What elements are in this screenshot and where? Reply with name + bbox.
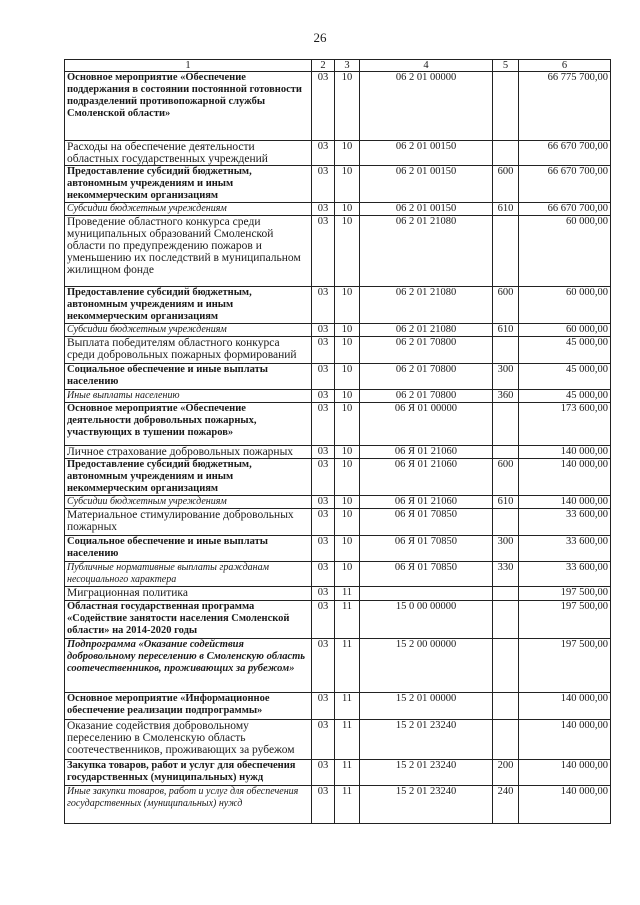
expense-type-cell [493, 72, 519, 141]
table-row [65, 403, 611, 446]
row-name-cell: Подпрограмма «Оказание содействия добровольному переселению в Смоленскую область соотечественников, проживающих за рубежом» [65, 639, 312, 693]
expense-type-cell [493, 639, 519, 693]
row-name-cell: Иные выплаты населению [65, 390, 312, 403]
subsection-code-cell: 10 [335, 364, 360, 390]
expense-type-cell [493, 587, 519, 601]
section-code-cell: 03 [312, 720, 335, 760]
row-name-cell: Миграционная политика [65, 587, 312, 601]
amount-cell: 66 670 700,00 [519, 166, 611, 203]
expense-type-cell: 360 [493, 390, 519, 403]
table-row [65, 536, 611, 562]
header-cell: 4 [360, 60, 493, 72]
amount-cell: 173 600,00 [519, 403, 611, 446]
table-row [65, 141, 611, 166]
table-row [65, 562, 611, 587]
subsection-code-cell: 11 [335, 786, 360, 824]
section-code-cell: 03 [312, 166, 335, 203]
amount-cell: 33 600,00 [519, 509, 611, 536]
expense-type-cell: 200 [493, 760, 519, 786]
target-article-cell: 06 2 01 21080 [360, 324, 493, 337]
subsection-code-cell: 10 [335, 337, 360, 364]
expense-type-cell: 600 [493, 166, 519, 203]
amount-cell: 60 000,00 [519, 324, 611, 337]
expense-type-cell [493, 446, 519, 459]
subsection-code-cell: 10 [335, 390, 360, 403]
expense-type-cell: 300 [493, 364, 519, 390]
amount-cell: 45 000,00 [519, 364, 611, 390]
table-row [65, 786, 611, 824]
amount-cell: 66 775 700,00 [519, 72, 611, 141]
subsection-code-cell: 10 [335, 166, 360, 203]
subsection-code-cell: 10 [335, 459, 360, 496]
amount-cell: 140 000,00 [519, 459, 611, 496]
expense-type-cell [493, 509, 519, 536]
table-row [65, 496, 611, 509]
row-name-cell: Основное мероприятие «Обеспечение поддержания в состоянии постоянной готовности подразделений противопожарной службы Смоленской области» [65, 72, 312, 141]
target-article-cell: 15 2 00 00000 [360, 639, 493, 693]
table-header-row [65, 60, 611, 72]
expense-type-cell [493, 693, 519, 720]
row-name-cell: Основное мероприятие «Информационное обеспечение реализации подпрограммы» [65, 693, 312, 720]
table-row [65, 639, 611, 693]
subsection-code-cell: 10 [335, 216, 360, 287]
target-article-cell: 15 0 00 00000 [360, 601, 493, 639]
row-name-cell: Социальное обеспечение и иные выплаты населению [65, 364, 312, 390]
target-article-cell: 06 Я 01 21060 [360, 446, 493, 459]
table-row [65, 216, 611, 287]
table-row [65, 509, 611, 536]
section-code-cell: 03 [312, 459, 335, 496]
section-code-cell: 03 [312, 403, 335, 446]
row-name-cell: Субсидии бюджетным учреждениям [65, 324, 312, 337]
amount-cell: 197 500,00 [519, 587, 611, 601]
target-article-cell: 15 2 01 00000 [360, 693, 493, 720]
target-article-cell: 06 Я 01 70850 [360, 562, 493, 587]
amount-cell: 140 000,00 [519, 760, 611, 786]
section-code-cell: 03 [312, 203, 335, 216]
table-row [65, 601, 611, 639]
table-row [65, 459, 611, 496]
amount-cell: 33 600,00 [519, 536, 611, 562]
expense-type-cell [493, 141, 519, 166]
expense-type-cell [493, 720, 519, 760]
row-name-cell: Основное мероприятие «Обеспечение деятельности добровольных пожарных, участвующих в тушении пожаров» [65, 403, 312, 446]
expense-type-cell: 600 [493, 287, 519, 324]
section-code-cell: 03 [312, 601, 335, 639]
subsection-code-cell: 10 [335, 203, 360, 216]
section-code-cell: 03 [312, 287, 335, 324]
subsection-code-cell: 10 [335, 496, 360, 509]
target-article-cell: 06 2 01 70800 [360, 364, 493, 390]
amount-cell: 60 000,00 [519, 287, 611, 324]
row-name-cell: Проведение областного конкурса среди муниципальных образований Смоленской области по предупреждению пожаров и уменьшению их последствий в муниципальном жилищном фонде [65, 216, 312, 287]
expense-type-cell: 610 [493, 203, 519, 216]
target-article-cell: 06 2 01 21080 [360, 287, 493, 324]
row-name-cell: Иные закупки товаров, работ и услуг для обеспечения государственных (муниципальных) нужд [65, 786, 312, 824]
subsection-code-cell: 10 [335, 287, 360, 324]
table-row [65, 760, 611, 786]
expense-type-cell: 610 [493, 496, 519, 509]
target-article-cell: 06 Я 01 70850 [360, 509, 493, 536]
target-article-cell: 06 Я 01 21060 [360, 496, 493, 509]
row-name-cell: Субсидии бюджетным учреждениям [65, 496, 312, 509]
section-code-cell: 03 [312, 496, 335, 509]
table-row [65, 364, 611, 390]
expense-type-cell [493, 403, 519, 446]
table-row [65, 337, 611, 364]
section-code-cell: 03 [312, 337, 335, 364]
section-code-cell: 03 [312, 141, 335, 166]
row-name-cell: Предоставление субсидий бюджетным, автономным учреждениям и иным некоммерческим организациям [65, 459, 312, 496]
row-name-cell: Выплата победителям областного конкурса среди добровольных пожарных формирований [65, 337, 312, 364]
table-row [65, 693, 611, 720]
subsection-code-cell: 11 [335, 693, 360, 720]
table-row [65, 166, 611, 203]
subsection-code-cell: 10 [335, 509, 360, 536]
amount-cell: 60 000,00 [519, 216, 611, 287]
subsection-code-cell: 11 [335, 720, 360, 760]
section-code-cell: 03 [312, 639, 335, 693]
amount-cell: 140 000,00 [519, 786, 611, 824]
subsection-code-cell: 11 [335, 601, 360, 639]
page-number: 26 [313, 30, 327, 45]
section-code-cell: 03 [312, 786, 335, 824]
target-article-cell: 06 Я 01 21060 [360, 459, 493, 496]
budget-table [64, 59, 611, 824]
section-code-cell: 03 [312, 760, 335, 786]
table-row [65, 287, 611, 324]
expense-type-cell: 600 [493, 459, 519, 496]
section-code-cell: 03 [312, 216, 335, 287]
expense-type-cell [493, 601, 519, 639]
row-name-cell: Предоставление субсидий бюджетным, автономным учреждениям и иным некоммерческим организациям [65, 166, 312, 203]
amount-cell: 33 600,00 [519, 562, 611, 587]
table-row [65, 72, 611, 141]
expense-type-cell: 240 [493, 786, 519, 824]
table-row [65, 587, 611, 601]
row-name-cell: Личное страхование добровольных пожарных [65, 446, 312, 459]
amount-cell: 140 000,00 [519, 720, 611, 760]
row-name-cell: Закупка товаров, работ и услуг для обеспечения государственных (муниципальных) нужд [65, 760, 312, 786]
table-row [65, 390, 611, 403]
subsection-code-cell: 10 [335, 536, 360, 562]
target-article-cell [360, 587, 493, 601]
section-code-cell: 03 [312, 509, 335, 536]
amount-cell: 66 670 700,00 [519, 141, 611, 166]
header-cell: 2 [312, 60, 335, 72]
amount-cell: 140 000,00 [519, 693, 611, 720]
row-name-cell: Расходы на обеспечение деятельности областных государственных учреждений [65, 141, 312, 166]
amount-cell: 197 500,00 [519, 601, 611, 639]
section-code-cell: 03 [312, 72, 335, 141]
expense-type-cell: 610 [493, 324, 519, 337]
target-article-cell: 06 2 01 00150 [360, 166, 493, 203]
row-name-cell: Материальное стимулирование добровольных пожарных [65, 509, 312, 536]
row-name-cell: Областная государственная программа «Содействие занятости населения Смоленской области» на 2014-2020 годы [65, 601, 312, 639]
subsection-code-cell: 10 [335, 403, 360, 446]
amount-cell: 197 500,00 [519, 639, 611, 693]
target-article-cell: 15 2 01 23240 [360, 720, 493, 760]
target-article-cell: 15 2 01 23240 [360, 786, 493, 824]
amount-cell: 140 000,00 [519, 446, 611, 459]
section-code-cell: 03 [312, 390, 335, 403]
table-row [65, 720, 611, 760]
expense-type-cell [493, 337, 519, 364]
amount-cell: 45 000,00 [519, 337, 611, 364]
target-article-cell: 06 2 01 00000 [360, 72, 493, 141]
subsection-code-cell: 10 [335, 72, 360, 141]
expense-type-cell [493, 216, 519, 287]
table-row [65, 203, 611, 216]
target-article-cell: 15 2 01 23240 [360, 760, 493, 786]
row-name-cell: Субсидии бюджетным учреждениям [65, 203, 312, 216]
target-article-cell: 06 2 01 70800 [360, 390, 493, 403]
header-cell: 5 [493, 60, 519, 72]
subsection-code-cell: 10 [335, 446, 360, 459]
section-code-cell: 03 [312, 446, 335, 459]
section-code-cell: 03 [312, 364, 335, 390]
target-article-cell: 06 2 01 00150 [360, 203, 493, 216]
section-code-cell: 03 [312, 536, 335, 562]
amount-cell: 66 670 700,00 [519, 203, 611, 216]
target-article-cell: 06 Я 01 00000 [360, 403, 493, 446]
row-name-cell: Предоставление субсидий бюджетным, автономным учреждениям и иным некоммерческим организациям [65, 287, 312, 324]
table-row [65, 446, 611, 459]
table-row [65, 324, 611, 337]
row-name-cell: Социальное обеспечение и иные выплаты населению [65, 536, 312, 562]
target-article-cell: 06 2 01 21080 [360, 216, 493, 287]
target-article-cell: 06 2 01 00150 [360, 141, 493, 166]
subsection-code-cell: 10 [335, 324, 360, 337]
subsection-code-cell: 10 [335, 562, 360, 587]
subsection-code-cell: 11 [335, 587, 360, 601]
subsection-code-cell: 10 [335, 141, 360, 166]
amount-cell: 45 000,00 [519, 390, 611, 403]
section-code-cell: 03 [312, 324, 335, 337]
target-article-cell: 06 2 01 70800 [360, 337, 493, 364]
header-cell: 6 [519, 60, 611, 72]
header-cell: 1 [65, 60, 312, 72]
expense-type-cell: 300 [493, 536, 519, 562]
expense-type-cell: 330 [493, 562, 519, 587]
row-name-cell: Публичные нормативные выплаты гражданам несоциального характера [65, 562, 312, 587]
amount-cell: 140 000,00 [519, 496, 611, 509]
target-article-cell: 06 Я 01 70850 [360, 536, 493, 562]
subsection-code-cell: 11 [335, 760, 360, 786]
section-code-cell: 03 [312, 587, 335, 601]
header-cell: 3 [335, 60, 360, 72]
subsection-code-cell: 11 [335, 639, 360, 693]
section-code-cell: 03 [312, 693, 335, 720]
row-name-cell: Оказание содействия добровольному переселению в Смоленскую область соотечественников, проживающих за рубежом [65, 720, 312, 760]
section-code-cell: 03 [312, 562, 335, 587]
